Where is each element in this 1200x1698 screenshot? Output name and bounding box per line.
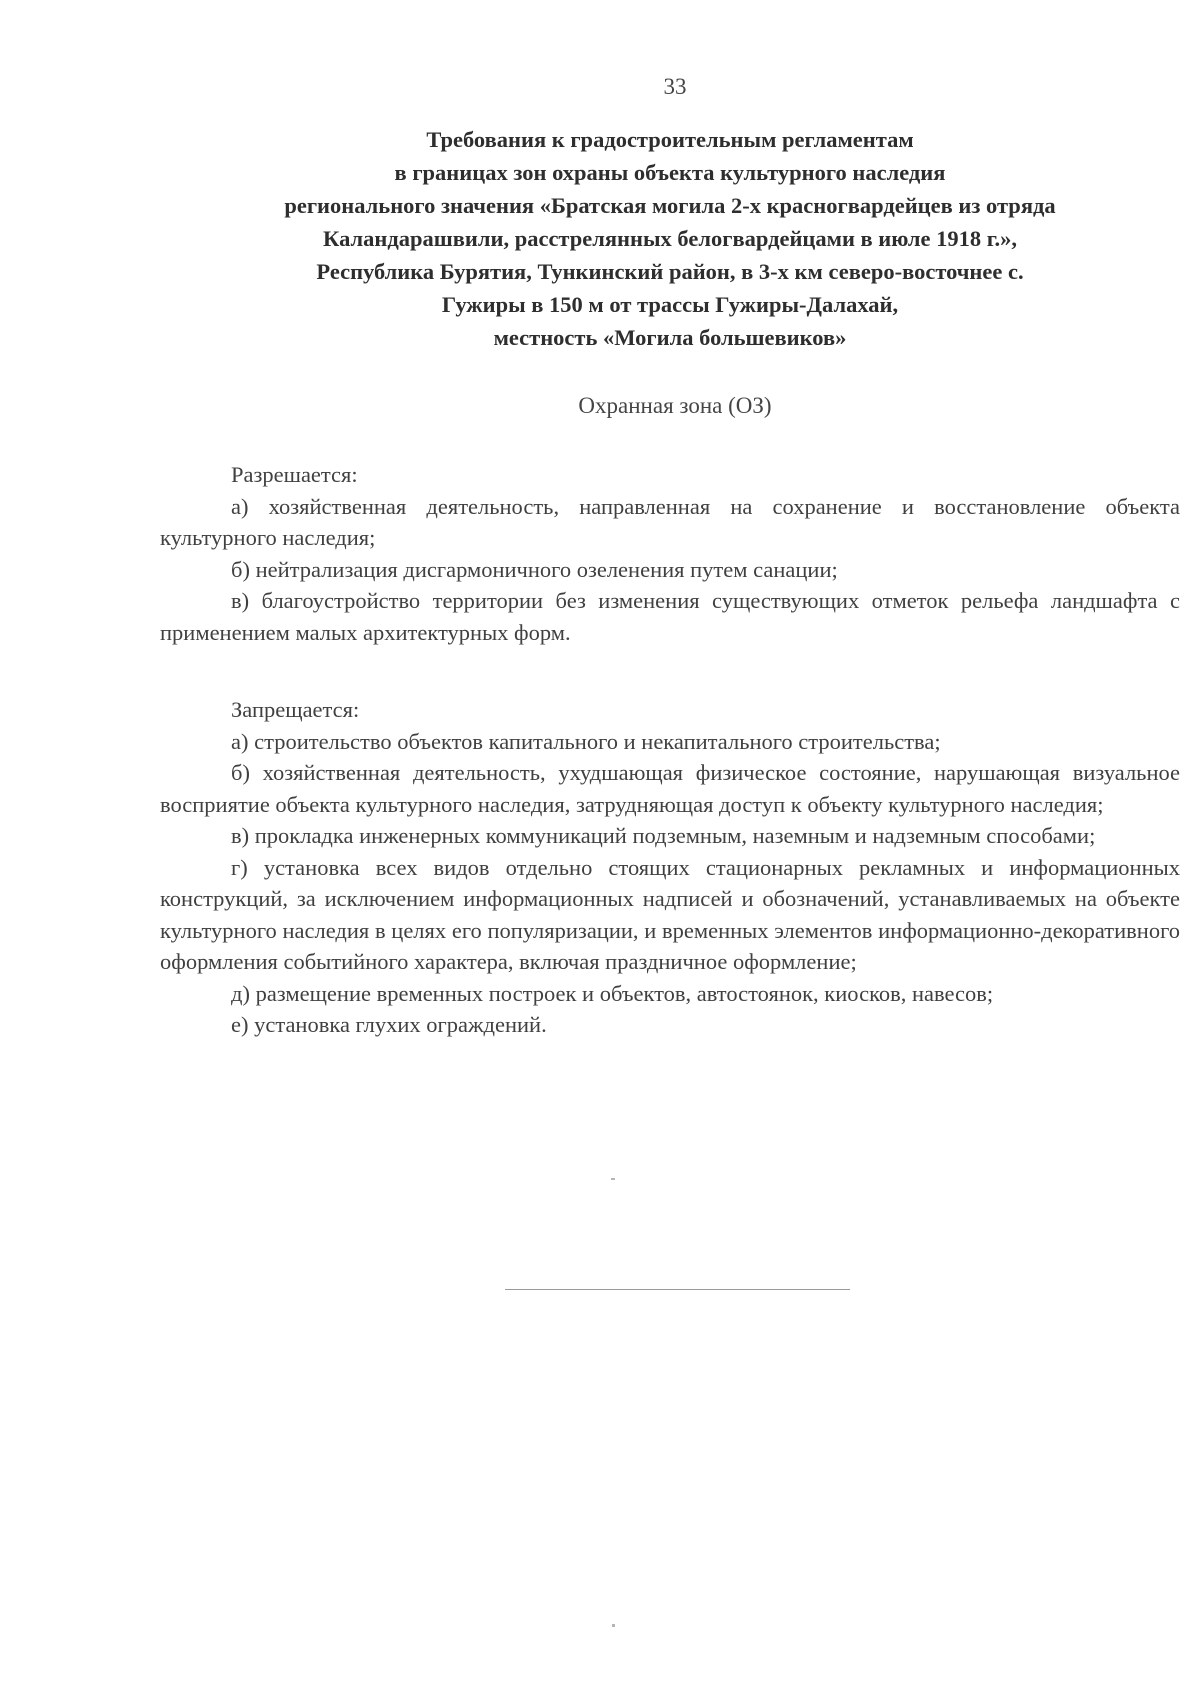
scan-speck [612,1624,615,1627]
title-line: Республика Бурятия, Тункинский район, в 3-х км северо-восточнее с. [316,259,1024,284]
allowed-item: а) хозяйственная деятельность, направленная на сохранение и восстановление объекта культурного наследия; [160,493,1180,550]
title-line: в границах зон охраны объекта культурного наследия [394,160,946,185]
forbidden-item: в) прокладка инженерных коммуникаций подземным, наземным и надземным способами; [231,823,1096,848]
title-line: регионального значения «Братская могила 2-х красногвардейцев из отряда [284,193,1056,218]
forbidden-section [160,694,1180,1041]
title-line: Требования к градостроительным регламентам [426,127,914,152]
title-line: Гужиры в 150 м от трассы Гужиры-Далахай, [441,292,899,317]
zone-heading: Охранная зона (ОЗ) [578,393,772,418]
title-line: Каландарашвили, расстрелянных белогвардейцами в июле 1918 г.», [323,226,1017,251]
allowed-label: Разрешается: [231,462,358,487]
forbidden-item: б) хозяйственная деятельность, ухудшающая физическое состояние, нарушающая визуальное восприятие объекта культурного наследия, затрудняющая доступ к объекту культурного наследия; [160,760,1180,817]
end-divider [505,1289,850,1290]
forbidden-item: г) установка всех видов отдельно стоящих стационарных рекламных и информационных конструкций, за исключением информационных надписей и обозначений, устанавливаемых на объекте культурного наследия в целях его популяризации, и временных элементов информационно-декоративного оформления событийного характера, включая праздничное оформление; [160,854,1180,974]
allowed-item: в) благоустройство территории без изменения существующих отметок рельефа ландшафта с применением малых архитектурных форм. [160,588,1180,645]
scan-speck [611,1178,615,1180]
forbidden-item: е) установка глухих ограждений. [231,1012,547,1037]
title-line: местность «Могила большевиков» [493,325,847,350]
allowed-section [160,459,1180,648]
forbidden-item: а) строительство объектов капитального и некапитального строительства; [231,728,941,754]
document-title [160,123,1180,354]
page-number: 33 [663,74,687,99]
forbidden-item: д) размещение временных построек и объектов, автостоянок, киосков, навесов; [231,980,994,1006]
forbidden-label: Запрещается: [231,697,360,722]
allowed-item: б) нейтрализация дисгармоничного озеленения путем санации; [231,556,838,582]
